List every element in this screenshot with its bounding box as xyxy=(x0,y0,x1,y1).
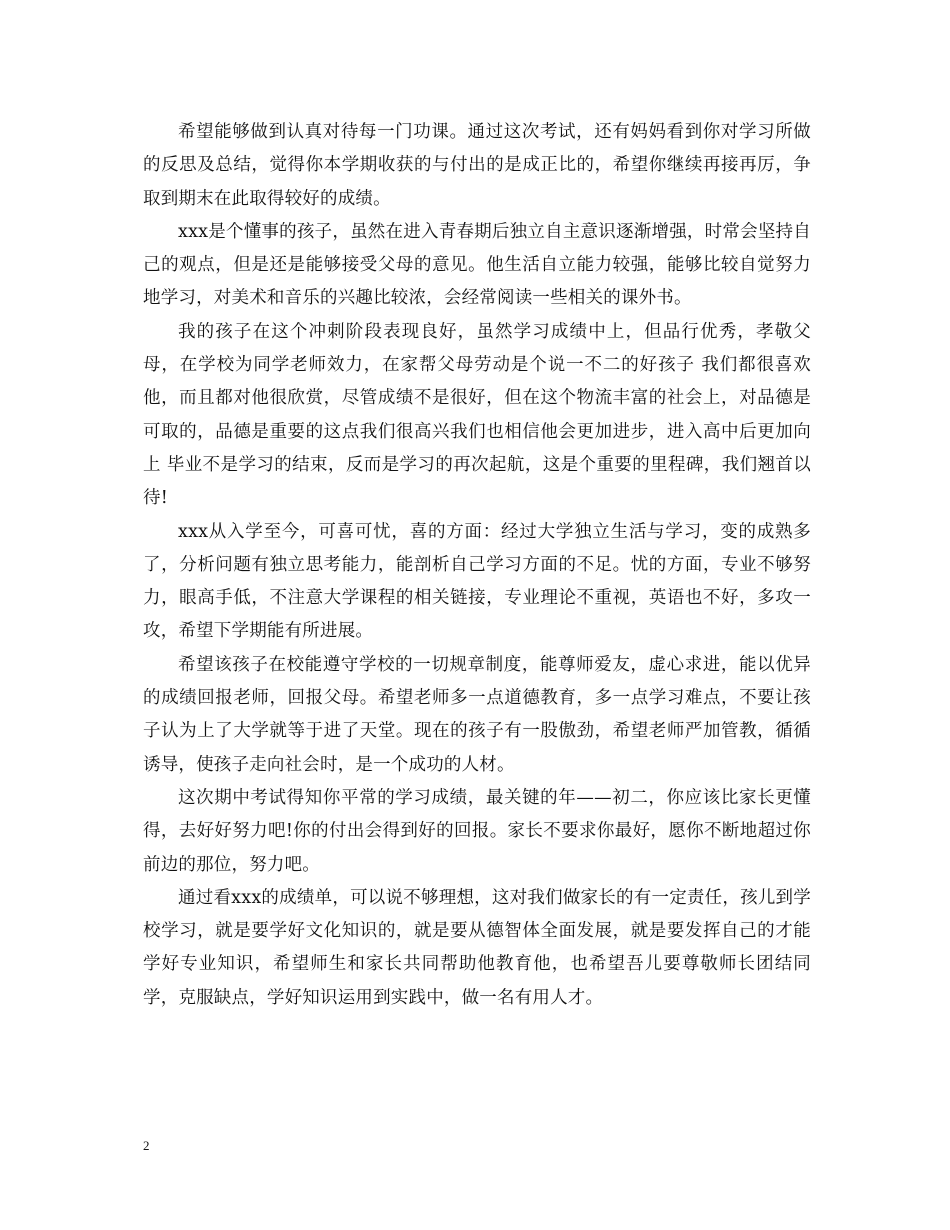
paragraph-1: 希望能够做到认真对待每一门功课。通过这次考试，还有妈妈看到你对学习所做的反思及总结，觉得你本学期收获的与付出的是成正比的，希望你继续再接再厉，争取到期末在此取得较好的成绩。 xyxy=(143,122,811,209)
body-text xyxy=(143,116,811,1015)
page-number: 2 xyxy=(143,1138,150,1153)
paragraph-6: 这次期中考试得知你平常的学习成绩，最关键的年——初二，你应该比家长更懂得，去好好努力吧!你的付出会得到好的回报。家长不要求你最好，愿你不断地超过你前边的那位，努力吧。 xyxy=(143,787,811,875)
paragraph-4: xxx从入学至今，可喜可忧，喜的方面：经过大学独立生活与学习，变的成熟多了，分析问题有独立思考能力，能剖析自己学习方面的不足。忧的方面，专业不够努力，眼高手低，不注意大学课程的相关链接，专业理论不重视，英语也不好，多攻一攻，希望下学期能有所进展。 xyxy=(143,521,811,642)
paragraph-2: xxx是个懂事的孩子，虽然在进入青春期后独立自主意识逐渐增强，时常会坚持自己的观点，但是还是能够接受父母的意见。他生活自立能力较强，能够比较自觉努力地学习，对美术和音乐的兴趣比较浓，会经常阅读一些相关的课外书。 xyxy=(143,221,811,309)
paragraph-3: 我的孩子在这个冲刺阶段表现良好，虽然学习成绩中上，但品行优秀，孝敬父母，在学校为同学老师效力，在家帮父母劳动是个说一不二的好孩子 我们都很喜欢他，而且都对他很欣赏，尽管成绩不是很好，但在这个物流丰富的社会上，对品德是可取的，品德是重要的这点我们很高兴我们也相信他会更加进步，进入高中后更加向上 毕业不是学习的结束，反而是学习的再次起航，这是个重要的里程碑，我们翘首以待! xyxy=(143,321,811,509)
paragraph-5: 希望该孩子在校能遵守学校的一切规章制度，能尊师爱友，虚心求进，能以优异的成绩回报老师，回报父母。希望老师多一点道德教育，多一点学习难点，不要让孩子认为上了大学就等于进了天堂。现在的孩子有一股傲劲，希望老师严加管教，循循诱导，使孩子走向社会时，是一个成功的人材。 xyxy=(143,654,811,775)
paragraph-7: 通过看xxx的成绩单，可以说不够理想，这对我们做家长的有一定责任，孩儿到学校学习，就是要学好文化知识的，就是要从德智体全面发展，就是要发挥自己的才能学好专业知识，希望师生和家长共同帮助他教育他，也希望吾儿要尊敬师长团结同学，克服缺点，学好知识运用到实践中，做一名有用人才。 xyxy=(143,887,811,1008)
